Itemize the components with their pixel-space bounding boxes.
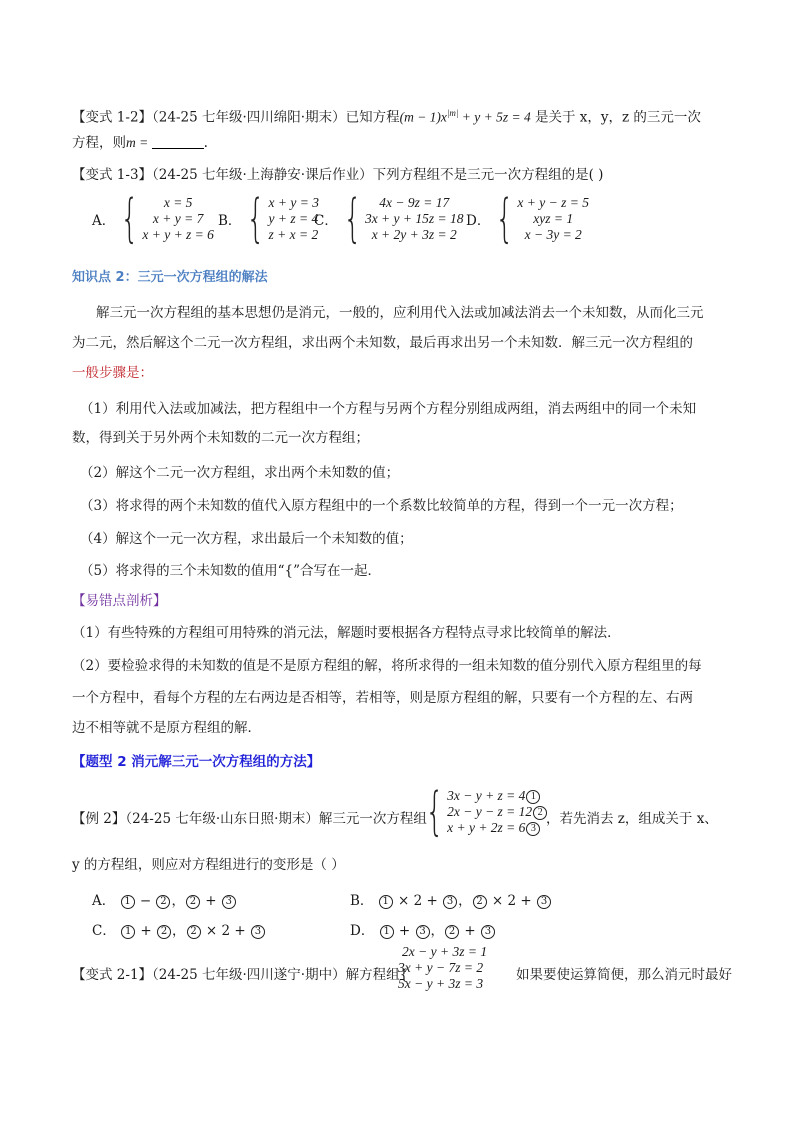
equation-system bbox=[517, 195, 589, 243]
example-2-option-d[interactable] bbox=[350, 919, 496, 939]
equation-system bbox=[447, 788, 548, 836]
variable-m: m = bbox=[126, 135, 152, 150]
brace-icon: { bbox=[343, 189, 362, 249]
paragraph-line: 为二元，然后解这个二元一次方程组，求出两个未知数，最后再求出另一个未知数．解三元一次方程组的 bbox=[72, 335, 693, 351]
circled-number: 2 bbox=[157, 925, 171, 939]
example-2-suffix: ，若先消去 z，组成关于 x、 bbox=[546, 811, 718, 827]
operator: + bbox=[460, 923, 480, 939]
circled-number: 3 bbox=[416, 925, 430, 939]
equation-text: 3x − y + z = 4 bbox=[447, 788, 526, 803]
example-2-system bbox=[424, 782, 548, 842]
equation: xyz = 1 bbox=[533, 211, 574, 226]
paragraph-line: 解三元一次方程组的基本思想仍是消元，一般的，应利用代入法或加减法消去一个未知数，从而化三元 bbox=[96, 305, 704, 321]
step-4: （4）解这个一元一次方程，求出最后一个未知数的值； bbox=[80, 531, 413, 547]
brace-icon: { bbox=[495, 189, 514, 249]
circled-number: 2 bbox=[187, 925, 201, 939]
circled-number: 3 bbox=[443, 895, 457, 909]
brace-icon: { bbox=[246, 189, 266, 249]
option-c[interactable] bbox=[314, 189, 464, 249]
question-text: 方程，则 bbox=[72, 135, 126, 151]
step-5: （5）将求得的三个未知数的值用“{”合写在一起． bbox=[80, 563, 381, 579]
separator: ， bbox=[430, 923, 445, 939]
equation bbox=[447, 804, 548, 820]
circled-number: 1 bbox=[380, 925, 394, 939]
option-label: A． bbox=[92, 213, 116, 229]
operator: + bbox=[136, 923, 157, 939]
operator: × 2 + bbox=[201, 923, 250, 939]
option-label: B． bbox=[218, 213, 242, 229]
operator: × 2 + bbox=[487, 893, 536, 909]
equation bbox=[447, 820, 548, 836]
option-label: C． bbox=[314, 213, 338, 229]
option-label: B． bbox=[350, 893, 374, 909]
example-2-option-b[interactable] bbox=[350, 889, 552, 909]
steps-heading: 一般步骤是： bbox=[72, 365, 153, 381]
equation: x = 5 bbox=[163, 195, 193, 210]
option-d[interactable] bbox=[466, 189, 589, 249]
circled-number: 3 bbox=[481, 925, 495, 939]
option-label: D． bbox=[466, 213, 491, 229]
example-2-line2: y 的方程组，则应对方程组进行的变形是（ ） bbox=[72, 857, 345, 873]
error-item-2-line1: （2）要检验求得的未知数的值是不是原方程组的解，将所求得的一组未知数的值分别代入原方程组里的每 bbox=[72, 658, 702, 674]
separator: ， bbox=[171, 893, 185, 909]
question-2-1-suffix: 如果要使运算简便，那么消元时最好 bbox=[516, 967, 732, 983]
equation: 3x + y + 15z = 18 bbox=[364, 211, 464, 226]
equation bbox=[447, 788, 548, 804]
equation: z + x = 2 bbox=[268, 227, 319, 242]
equation: x − 3y = 2 bbox=[524, 227, 582, 242]
question-1-2-line1 bbox=[72, 103, 727, 128]
question-1-2-line2 bbox=[72, 133, 727, 153]
step-1-line2: 数，得到关于另外两个未知数的二元一次方程组； bbox=[72, 430, 369, 446]
equation-system bbox=[142, 195, 214, 243]
error-item-2-line3: 边不相等就不是原方程组的解． bbox=[72, 720, 261, 736]
equation-text: 2x − y − z = 12 bbox=[447, 804, 533, 819]
question-1-3: 【变式 1-3】（24-25 七年级·上海静安·课后作业）下列方程组不是三元一次方程组的是( ) bbox=[72, 167, 604, 183]
step-3: （3）将求得的两个未知数的值代入原方程组中的一个系数比较简单的方程，得到一个一元一次方程； bbox=[80, 498, 683, 514]
circled-number: 3 bbox=[222, 895, 236, 909]
equation: x + y − z = 5 bbox=[517, 195, 589, 210]
circled-number: 1 bbox=[526, 790, 540, 804]
equation-text: x + y + 2z = 6 bbox=[447, 820, 526, 835]
circled-number: 2 bbox=[445, 925, 459, 939]
brace-icon: { bbox=[120, 189, 139, 249]
equation: 5x − y + 3z = 3 bbox=[398, 976, 484, 991]
example-2-prefix: 【例 2】（24-25 七年级·山东日照·期末）解三元一次方程组 bbox=[72, 811, 427, 827]
question-type-heading: 【题型 2 消元解三元一次方程组的方法】 bbox=[72, 754, 321, 770]
option-label: A． bbox=[92, 893, 116, 909]
circled-number: 1 bbox=[379, 895, 393, 909]
circled-number: 2 bbox=[156, 895, 170, 909]
circled-number: 1 bbox=[121, 925, 135, 939]
question-2-1-system bbox=[398, 944, 487, 992]
circled-number: 2 bbox=[186, 895, 200, 909]
knowledge-point-heading: 知识点 2：三元一次方程组的解法 bbox=[72, 270, 268, 285]
equation: y + z = 4 bbox=[268, 211, 319, 226]
equation: 3x + y − 7z = 2 bbox=[398, 960, 484, 975]
equation: 2x − y + 3z = 1 bbox=[402, 944, 488, 959]
separator: ， bbox=[458, 893, 472, 909]
circled-number: 1 bbox=[121, 895, 135, 909]
option-label: D． bbox=[350, 923, 375, 939]
operator: − bbox=[135, 893, 156, 909]
equation-system bbox=[398, 944, 487, 992]
operator: × 2 + bbox=[393, 893, 443, 909]
circled-number: 3 bbox=[251, 925, 265, 939]
question-2-1-prefix: 【变式 2-1】（24-25 七年级·四川遂宁·期中）解方程组{ bbox=[72, 967, 409, 983]
question-suffix: 是关于 x，y，z 的三元一次 bbox=[530, 109, 701, 126]
common-errors-heading: 【易错点剖析】 bbox=[72, 593, 167, 609]
step-2: （2）解这个二元一次方程组，求出两个未知数的值； bbox=[80, 465, 400, 481]
equation: x + y + z = 6 bbox=[142, 227, 214, 242]
question-prefix: 【变式 1-2】（24-25 七年级·四川绵阳·期末）已知方程 bbox=[72, 109, 400, 126]
option-label: C． bbox=[92, 923, 116, 939]
period: . bbox=[203, 135, 208, 151]
error-item-2-line2: 一个方程中，看每个方程的左右两边是否相等，若相等，则是原方程组的解，只要有一个方程的左、右两 bbox=[72, 690, 693, 706]
circled-number: 2 bbox=[533, 806, 547, 820]
circled-number: 3 bbox=[537, 895, 551, 909]
circled-number: 2 bbox=[473, 895, 487, 909]
brace-icon: { bbox=[425, 782, 444, 842]
equation-system bbox=[365, 195, 464, 243]
equation: x + y = 7 bbox=[152, 211, 204, 226]
equation-system bbox=[269, 195, 319, 243]
operator: + bbox=[394, 923, 415, 939]
equation: 4x − 9z = 17 bbox=[379, 195, 450, 210]
equation: x + y = 3 bbox=[268, 195, 319, 210]
example-2-option-a[interactable] bbox=[92, 889, 237, 909]
answer-blank[interactable] bbox=[152, 134, 204, 149]
equation-part: (m − 1)x bbox=[399, 109, 447, 125]
equation: x + 2y + 3z = 2 bbox=[371, 227, 457, 242]
separator: ， bbox=[172, 923, 186, 939]
exponent: |m| bbox=[446, 108, 459, 118]
option-b[interactable] bbox=[218, 189, 319, 249]
step-1-line1: （1）利用代入法或加减法，把方程组中一个方程与另两个方程分别组成两组，消去两组中的同一个未知 bbox=[80, 401, 697, 417]
circled-number: 3 bbox=[526, 822, 540, 836]
equation-part: + y + 5z = 4 bbox=[458, 109, 531, 125]
operator: + bbox=[200, 893, 221, 909]
error-item-1: （1）有些特殊的方程组可用特殊的消元法，解题时要根据各方程特点寻求比较简单的解法． bbox=[72, 625, 621, 641]
option-a[interactable] bbox=[92, 189, 214, 249]
example-2-option-c[interactable] bbox=[92, 919, 266, 939]
